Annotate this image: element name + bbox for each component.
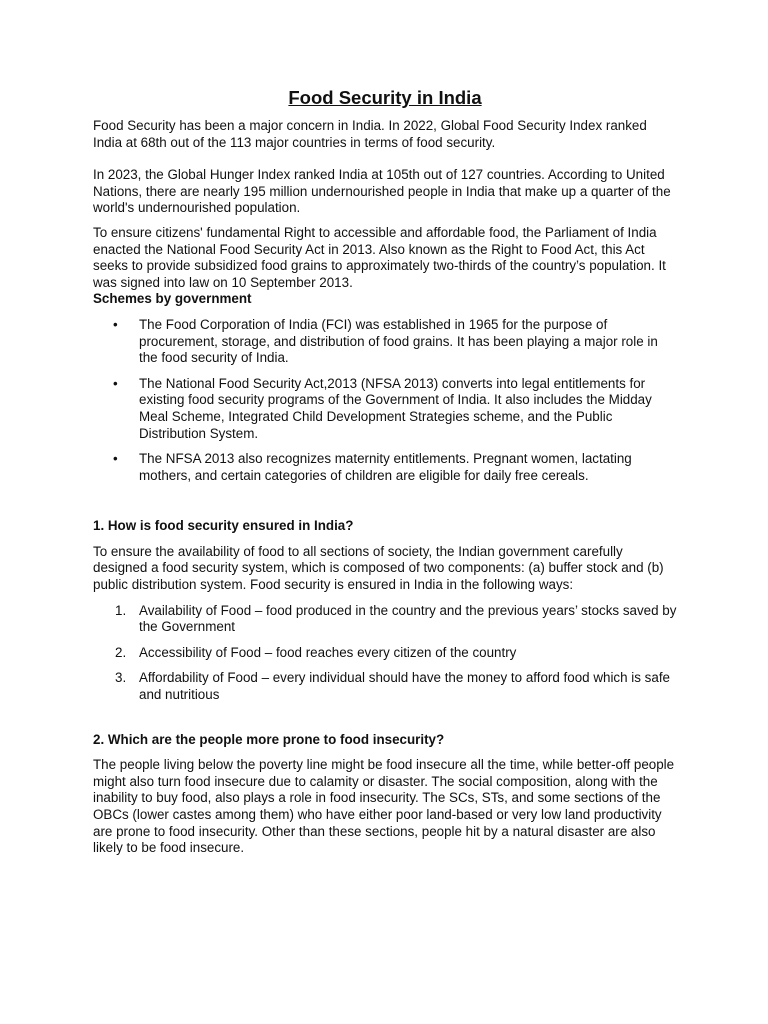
list-number: 2. xyxy=(115,644,127,660)
question-1-body: To ensure the availability of food to all sections of society, the Indian government carefully designed a food security system, which is composed of two components: (a) buffer stock and (b) public distribution system. Food security is ensured in India in the following ways: xyxy=(93,543,664,593)
bullet-icon: • xyxy=(113,316,118,332)
question-2-body: The people living below the poverty line might be food insecure all the time, while better-off people might also turn food insecure due to calamity or disaster. The social composition, along with the inability to buy food, also plays a role in food insecurity. The SCs, STs, and some sections of the OBCs (lower castes among them) who have either poor land-based or very low land productivity are prone to food insecurity. Other than these sections, people hit by a natural disaster are also likely to be food insecure. xyxy=(93,757,675,856)
question-1-list xyxy=(93,603,677,704)
intro-paragraph-3: To ensure citizens' fundamental Right to accessible and affordable food, the Parliament of India enacted the National Food Security Act in 2013. Also known as the Right to Food Act, this Act seeks to provide subsidized food grains to approximately two-thirds of the country’s population. It was signed into law on 10 September 2013. xyxy=(93,224,666,290)
schemes-heading: Schemes by government xyxy=(93,291,252,307)
list-item xyxy=(93,376,677,442)
question-2-heading: 2. Which are the people more prone to food insecurity? xyxy=(93,731,445,747)
list-item-text: The NFSA 2013 also recognizes maternity entitlements. Pregnant women, lactating mothers, and certain categories of children are eligible for daily free cereals. xyxy=(139,451,632,483)
intro-paragraph-1: Food Security has been a major concern in India. In 2022, Global Food Security Index ranked India at 68th out of the 113 major countries in terms of food security. xyxy=(93,118,647,150)
list-item-text: The National Food Security Act,2013 (NFSA 2013) converts into legal entitlements for existing food security programs of the Government of India. It also includes the Midday Meal Scheme, Integrated Child Development Strategies scheme, and the Public Distribution System. xyxy=(139,375,652,441)
schemes-list xyxy=(93,317,677,484)
document-title: Food Security in India xyxy=(288,87,482,108)
bullet-icon: • xyxy=(113,451,118,467)
intro-paragraph-2: In 2023, the Global Hunger Index ranked India at 105th out of 127 countries. According to United Nations, there are nearly 195 million undernourished people in India that make up a quarter of the world's undernourished population. xyxy=(93,167,671,216)
list-item xyxy=(93,317,677,367)
list-item xyxy=(93,645,677,662)
list-item xyxy=(93,451,677,484)
list-item-text: Availability of Food – food produced in the country and the previous years’ stocks saved by the Government xyxy=(139,602,677,635)
list-item xyxy=(93,670,677,703)
list-item-text: Affordability of Food – every individual should have the money to afford food which is safe and nutritious xyxy=(139,670,670,703)
bullet-icon: • xyxy=(113,375,118,391)
list-item-text: The Food Corporation of India (FCI) was established in 1965 for the purpose of procurement, storage, and distribution of food grains. It has been playing a major role in the food security of India. xyxy=(139,316,658,366)
list-item-text: Accessibility of Food – food reaches every citizen of the country xyxy=(139,644,517,660)
question-1-heading: 1. How is food security ensured in India? xyxy=(93,518,354,534)
document-page xyxy=(93,86,677,857)
list-number: 3. xyxy=(115,670,127,686)
list-item xyxy=(93,603,677,636)
list-number: 1. xyxy=(115,602,127,618)
